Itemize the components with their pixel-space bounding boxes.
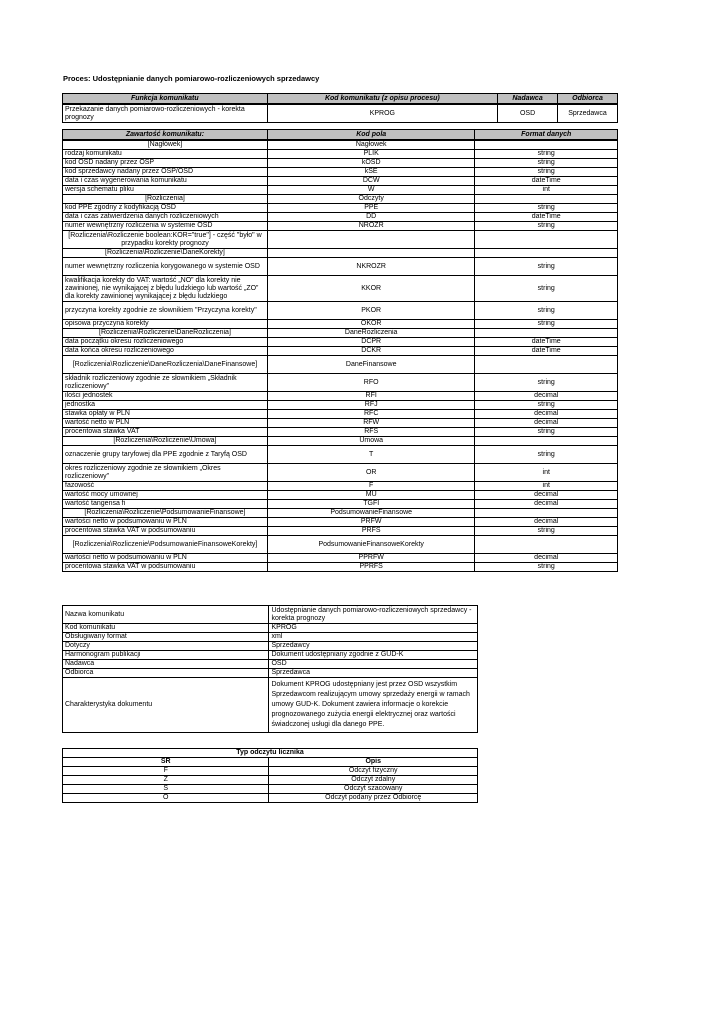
page-title: Proces: Udostępnianie danych pomiarowo-rozliczeniowych sprzedawcy [63, 74, 320, 83]
field-code: DCW [267, 177, 475, 186]
table-row [63, 347, 618, 356]
message-function: Przekazanie danych pomiarowo-rozliczeniowych - korekta prognozy [63, 104, 268, 123]
field-code: NKROZR [267, 258, 475, 276]
table-row [63, 401, 618, 410]
field-code: RFS [267, 428, 475, 437]
header-row [63, 758, 478, 767]
table-row [63, 258, 618, 276]
info-row [63, 660, 478, 669]
info-value: xml [269, 633, 478, 642]
field-description: fazowość [63, 482, 268, 491]
field-format: decimal [475, 392, 618, 401]
message-info-table [62, 605, 478, 733]
reading-description: Odczyt zdalny [269, 776, 478, 785]
table-row [63, 428, 618, 437]
field-format: string [475, 527, 618, 536]
table-row [63, 338, 618, 347]
reading-code: S [63, 785, 269, 794]
field-format: decimal [475, 500, 618, 509]
field-code: kSE [267, 168, 475, 177]
info-label: Charakterystyka dokumentu [63, 678, 269, 733]
reading-code: O [63, 794, 269, 803]
field-format: decimal [475, 491, 618, 500]
field-description: wartość tangensa fi [63, 500, 268, 509]
reading-description: Odczyt podany przez Odbiorcę [269, 794, 478, 803]
field-description: data końca okresu rozliczeniowego [63, 347, 268, 356]
info-value: Udostępnianie danych pomiarowo-rozliczeniowych sprzedawcy - korekta prognozy [269, 606, 478, 624]
info-label: Dotyczy [63, 642, 269, 651]
table-row [63, 168, 618, 177]
field-description: procentowa stawka VAT w podsumowaniu [63, 563, 268, 572]
table-row [63, 302, 618, 320]
field-format: int [475, 464, 618, 482]
field-format: string [475, 150, 618, 159]
table-row [63, 794, 478, 803]
table-row [63, 491, 618, 500]
message-code: KPROG [267, 104, 498, 123]
section-row [63, 140, 618, 150]
reading-code: F [63, 767, 269, 776]
section-row [63, 356, 618, 374]
field-code: PodsumowanieFinansowe [267, 509, 475, 518]
field-format: string [475, 159, 618, 168]
info-value: Dokument KPROG udostępniany jest przez OSD wszystkim Sprzedawcom realizującym umowy sprzedaży energii w ramach umowy GUD-K. Dokument zawiera informacje o korekcie prognozowanego zużycia energii elektrycznej oraz wartości świadczonej usługi dla danego PPE. [269, 678, 478, 733]
field-format: string [475, 258, 618, 276]
section-row [63, 437, 618, 446]
field-format: decimal [475, 518, 618, 527]
table-row [63, 150, 618, 159]
section-row [63, 509, 618, 518]
field-description: [Rozliczenia] [63, 195, 268, 204]
info-label: Nazwa komunikatu [63, 606, 269, 624]
field-format: decimal [475, 554, 618, 563]
field-code: TGFI [267, 500, 475, 509]
field-description: oznaczenie grupy taryfowej dla PPE zgodnie z Taryfą OSD [63, 446, 268, 464]
field-code: MU [267, 491, 475, 500]
field-format: string [475, 320, 618, 329]
table-row [63, 186, 618, 195]
field-code: PKOR [267, 302, 475, 320]
info-row [63, 669, 478, 678]
receiver: Sprzedawca [558, 104, 618, 123]
info-label: Odbiorca [63, 669, 269, 678]
field-code: PodsumowanieFinansoweKorekty [267, 536, 475, 554]
field-description: data początku okresu rozliczeniowego [63, 338, 268, 347]
field-format [475, 536, 618, 554]
field-code: Nagłowek [267, 140, 475, 150]
field-format: dateTime [475, 213, 618, 222]
meter-reading-type-table [62, 748, 478, 803]
table-row [63, 419, 618, 428]
field-format: string [475, 276, 618, 302]
column-header: Nadawca [498, 94, 558, 105]
column-header: Odbiorca [558, 94, 618, 105]
field-code: NROZR [267, 222, 475, 231]
header-row [63, 94, 618, 105]
field-code: DaneRozliczenia [267, 329, 475, 338]
field-description: wartość mocy umownej [63, 491, 268, 500]
field-description: [Rozliczenia\Rozliczenie boolean:KOR="true"] - część "było" w przypadku korekty prognozy [63, 231, 268, 249]
field-format [475, 509, 618, 518]
table-row [63, 410, 618, 419]
field-description: numer wewnętrzny rozliczenia korygowanego w systemie OSD [63, 258, 268, 276]
column-header: Zawartość komunikatu: [63, 130, 268, 141]
info-value: KPROG [269, 624, 478, 633]
reading-description: Odczyt fizyczny [269, 767, 478, 776]
reading-description: Odczyt szacowany [269, 785, 478, 794]
field-format: string [475, 168, 618, 177]
field-code: F [267, 482, 475, 491]
field-description: wersja schematu pliku [63, 186, 268, 195]
field-code: T [267, 446, 475, 464]
field-code: W [267, 186, 475, 195]
reading-code: Z [63, 776, 269, 785]
field-code: PPE [267, 204, 475, 213]
field-description: numer wewnętrzny rozliczenia w systemie OSD [63, 222, 268, 231]
table-row [63, 104, 618, 123]
table-row [63, 563, 618, 572]
field-format: string [475, 446, 618, 464]
field-format: string [475, 428, 618, 437]
field-format: string [475, 204, 618, 213]
field-code [267, 249, 475, 258]
field-description: przyczyna korekty zgodnie ze słownikiem "Przyczyna korekty" [63, 302, 268, 320]
field-format [475, 231, 618, 249]
field-description: stawka opłaty w PLN [63, 410, 268, 419]
field-code: DCPR [267, 338, 475, 347]
field-format: decimal [475, 410, 618, 419]
table-row [63, 518, 618, 527]
table-row [63, 776, 478, 785]
table-row [63, 276, 618, 302]
info-label: Kod komunikatu [63, 624, 269, 633]
field-description: [Rozliczenia\Rozliczenie\PodsumowanieFinansoweKorekty] [63, 536, 268, 554]
section-row [63, 195, 618, 204]
field-description: jednostka [63, 401, 268, 410]
field-code: kOSD [267, 159, 475, 168]
info-row [63, 651, 478, 660]
info-value: Dokument udostępniany zgodnie z GUD-K [269, 651, 478, 660]
header-row [63, 130, 618, 141]
field-description: kod PPE zgodny z kodyfikacją OSD [63, 204, 268, 213]
field-description: wartości netto w podsumowaniu w PLN [63, 554, 268, 563]
table-row [63, 500, 618, 509]
table-row [63, 482, 618, 491]
info-label: Harmonogram publikacji [63, 651, 269, 660]
field-description: procentowa stawka VAT [63, 428, 268, 437]
field-format [475, 437, 618, 446]
section-row [63, 249, 618, 258]
field-description: [Rozliczenia\Rozliczenie\PodsumowanieFinansowe] [63, 509, 268, 518]
field-format: string [475, 401, 618, 410]
field-description: data i czas wygenerowania komunikatu [63, 177, 268, 186]
info-row [63, 678, 478, 733]
field-code: DCKR [267, 347, 475, 356]
field-code: RFI [267, 392, 475, 401]
field-code: Umowa [267, 437, 475, 446]
info-row [63, 624, 478, 633]
field-code: PLIK [267, 150, 475, 159]
info-row [63, 633, 478, 642]
section-row [63, 536, 618, 554]
field-format: dateTime [475, 347, 618, 356]
table-row [63, 213, 618, 222]
column-header: Kod pola [267, 130, 475, 141]
field-format: dateTime [475, 177, 618, 186]
field-code: PRFS [267, 527, 475, 536]
field-code: PRFW [267, 518, 475, 527]
field-code: RFW [267, 419, 475, 428]
field-format: decimal [475, 419, 618, 428]
info-label: Obsługiwany format [63, 633, 269, 642]
field-description: wartości netto w podsumowaniu w PLN [63, 518, 268, 527]
field-description: kod OSD nadany przez OSP [63, 159, 268, 168]
info-row [63, 642, 478, 651]
field-code: Odczyty [267, 195, 475, 204]
table-title: Typ odczytu licznika [63, 749, 478, 758]
table-row [63, 177, 618, 186]
field-code: RFC [267, 410, 475, 419]
table-row [63, 767, 478, 776]
field-format: string [475, 302, 618, 320]
message-header-table [62, 93, 618, 123]
field-description: [Rozliczenia\Rozliczenie\DaneKorekty] [63, 249, 268, 258]
section-row [63, 329, 618, 338]
field-format [475, 249, 618, 258]
field-format: string [475, 222, 618, 231]
field-code: RFO [267, 374, 475, 392]
field-format [475, 356, 618, 374]
field-description: rodzaj komunikatu [63, 150, 268, 159]
field-code: DD [267, 213, 475, 222]
table-row [63, 320, 618, 329]
table-row [63, 222, 618, 231]
info-value: Sprzedawca [269, 669, 478, 678]
field-description: kwalifikacja korekty do VAT: wartość „NO” dla korekty nie zawinionej, nie wynikającej z błędu ludzkiego lub wartość „ZO” dla korekty zawinionej wynikającej z błędu ludzkiego [63, 276, 268, 302]
field-format: string [475, 374, 618, 392]
field-format [475, 140, 618, 150]
table-row [63, 464, 618, 482]
field-code: KKOR [267, 276, 475, 302]
info-label: Nadawca [63, 660, 269, 669]
table-row [63, 374, 618, 392]
info-value: OSD [269, 660, 478, 669]
field-description: [Rozliczenia\Rozliczenie\Umowa] [63, 437, 268, 446]
table-row [63, 785, 478, 794]
section-row [63, 231, 618, 249]
field-code: OKOR [267, 320, 475, 329]
field-format: dateTime [475, 338, 618, 347]
info-row [63, 606, 478, 624]
field-description: kod sprzedawcy nadany przez OSP/OSD [63, 168, 268, 177]
field-code [267, 231, 475, 249]
field-format: string [475, 563, 618, 572]
table-row [63, 392, 618, 401]
table-row [63, 527, 618, 536]
table-title-row [63, 749, 478, 758]
table-row [63, 204, 618, 213]
field-description: [Rozliczenia\Rozliczenie\DaneRozliczenia\DaneFinansowe] [63, 356, 268, 374]
field-description: okres rozliczeniowy zgodnie ze słownikiem „Okres rozliczeniowy” [63, 464, 268, 482]
column-header: Opis [269, 758, 478, 767]
column-header: Kod komunikatu (z opisu procesu) [267, 94, 498, 105]
table-row [63, 159, 618, 168]
field-code: OR [267, 464, 475, 482]
field-description: składnik rozliczeniowy zgodnie ze słownikiem „Składnik rozliczeniowy” [63, 374, 268, 392]
column-header: SR [63, 758, 269, 767]
table-row [63, 446, 618, 464]
field-description: procentowa stawka VAT w podsumowaniu [63, 527, 268, 536]
message-content-table [62, 129, 618, 572]
column-header: Format danych [475, 130, 618, 141]
field-code: PPRFW [267, 554, 475, 563]
table-row [63, 554, 618, 563]
field-code: RFJ [267, 401, 475, 410]
field-format [475, 195, 618, 204]
field-description: ilości jednostek [63, 392, 268, 401]
column-header: Funkcja komunikatu [63, 94, 268, 105]
field-description: opisowa przyczyna korekty [63, 320, 268, 329]
field-code: PPRFS [267, 563, 475, 572]
field-format: int [475, 482, 618, 491]
info-value: Sprzedawcy [269, 642, 478, 651]
field-code: DaneFinansowe [267, 356, 475, 374]
field-format: int [475, 186, 618, 195]
sender: OSD [498, 104, 558, 123]
field-description: [Rozliczenia\Rozliczenie\DaneRozliczenia] [63, 329, 268, 338]
field-description: [Nagłówek] [63, 140, 268, 150]
field-description: data i czas zatwierdzenia danych rozliczeniowych [63, 213, 268, 222]
field-description: wartość netto w PLN [63, 419, 268, 428]
field-format [475, 329, 618, 338]
